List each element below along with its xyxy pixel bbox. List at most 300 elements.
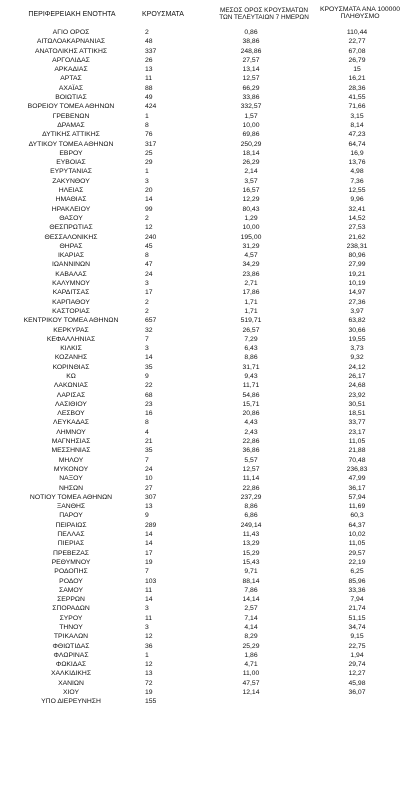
per-100000-value: 60,3 — [350, 512, 364, 520]
table-row — [6, 335, 409, 344]
avg-value: 1,86 — [244, 651, 258, 659]
table-row — [6, 418, 409, 427]
per-100000-value: 8,14 — [350, 121, 364, 129]
header-7day-average — [218, 7, 310, 21]
cases-value: 49 — [145, 94, 153, 102]
region-name: ΥΠΟ ΔΙΕΡΕΥΝΗΣΗ — [41, 698, 101, 706]
per-100000-value: 36,07 — [348, 689, 366, 697]
avg-value: 9,43 — [244, 372, 258, 380]
per-100000-value: 23,92 — [348, 391, 366, 399]
per-100000-value: 14,97 — [348, 289, 366, 297]
per-100000-value: 51,15 — [348, 614, 366, 622]
per-100000-value: 10,19 — [348, 280, 366, 288]
cases-value: 337 — [145, 47, 157, 55]
avg-value: 26,29 — [242, 159, 260, 167]
per-100000-value: 36,17 — [348, 484, 366, 492]
region-name: ΠΑΡΟΥ — [59, 512, 83, 520]
region-name: ΝΗΣΩΝ — [58, 484, 83, 492]
table-row — [6, 195, 409, 204]
table-row — [6, 372, 409, 381]
avg-value: 25,29 — [242, 642, 260, 650]
cases-value: 3 — [145, 177, 149, 185]
table-row — [6, 446, 409, 455]
region-name: ΚΕΡΚΥΡΑΣ — [53, 326, 89, 334]
table-row — [6, 177, 409, 186]
table-row — [6, 223, 409, 232]
per-100000-value: 7,36 — [350, 177, 364, 185]
region-name: ΕΥΒΟΙΑΣ — [56, 159, 86, 167]
avg-value: 6,43 — [244, 345, 258, 353]
table-row — [6, 158, 409, 167]
per-100000-value: 29,57 — [348, 549, 366, 557]
table-row — [6, 74, 409, 83]
avg-value: 248,86 — [240, 47, 262, 55]
region-name: ΛΑΣΙΘΙΟΥ — [55, 400, 87, 408]
table-row — [6, 437, 409, 446]
region-name: ΗΜΑΘΙΑΣ — [55, 196, 87, 204]
per-100000-value: 7,94 — [350, 596, 364, 604]
avg-value: 1,57 — [244, 112, 258, 120]
region-name: ΘΑΣΟΥ — [59, 214, 83, 222]
region-name: ΧΙΟΥ — [62, 689, 80, 697]
per-100000-value: 27,36 — [348, 298, 366, 306]
table-row — [6, 669, 409, 678]
table-row — [6, 363, 409, 372]
avg-value: 22,86 — [242, 438, 260, 446]
table-row — [6, 530, 409, 539]
region-name: ΝΟΤΙΟΥ ΤΟΜΕΑ ΑΘΗΝΩΝ — [29, 493, 113, 501]
table-row — [6, 391, 409, 400]
table-row — [6, 167, 409, 176]
region-name: ΜΥΚΟΝΟΥ — [53, 465, 89, 473]
region-name: ΚΑΒΑΛΑΣ — [55, 270, 87, 278]
header-per-100000 — [312, 6, 408, 20]
table-row — [6, 130, 409, 139]
per-100000-value: 9,96 — [350, 196, 364, 204]
cases-value: 14 — [145, 196, 153, 204]
cases-value: 13 — [145, 503, 153, 511]
avg-value: 38,86 — [242, 38, 260, 46]
region-name: ΓΡΕΒΕΝΩΝ — [52, 112, 90, 120]
avg-value: 20,86 — [242, 410, 260, 418]
cases-value: 424 — [145, 103, 157, 111]
avg-value: 15,43 — [242, 558, 260, 566]
per-100000-value: 16,21 — [348, 75, 366, 83]
table-row — [6, 353, 409, 362]
per-100000-value: 30,51 — [348, 400, 366, 408]
per-100000-value: 29,74 — [348, 661, 366, 669]
region-name: ΒΟΡΕΙΟΥ ΤΟΜΕΑ ΑΘΗΝΩΝ — [27, 103, 115, 111]
table-row — [6, 205, 409, 214]
cases-value: 3 — [145, 280, 149, 288]
region-name: ΜΕΣΣΗΝΙΑΣ — [51, 447, 91, 455]
region-name: ΜΗΛΟΥ — [58, 456, 84, 464]
avg-value: 3,57 — [244, 177, 258, 185]
cases-value: 13 — [145, 670, 153, 678]
cases-value: 2 — [145, 29, 149, 36]
cases-value: 14 — [145, 596, 153, 604]
table-row — [6, 326, 409, 335]
per-100000-value: 47,23 — [348, 131, 366, 139]
table-row — [6, 549, 409, 558]
table-body — [6, 28, 409, 707]
cases-value: 25 — [145, 149, 153, 157]
per-100000-value: 27,99 — [348, 261, 366, 269]
cases-value: 11 — [145, 75, 153, 83]
region-name: ΛΑΚΩΝΙΑΣ — [53, 382, 89, 390]
table-row — [6, 400, 409, 409]
cases-value: 24 — [145, 465, 153, 473]
avg-value: 8,86 — [244, 503, 258, 511]
table-row — [6, 279, 409, 288]
avg-value: 7,29 — [244, 335, 258, 343]
region-name: ΑΡΤΑΣ — [60, 75, 82, 83]
table-row — [6, 558, 409, 567]
per-100000-value: 21,88 — [348, 447, 366, 455]
cases-value: 36 — [145, 642, 153, 650]
table-row — [6, 65, 409, 74]
region-name: ΔΡΑΜΑΣ — [57, 121, 85, 129]
per-100000-value: 13,76 — [348, 159, 366, 167]
region-name: ΠΙΕΡΙΑΣ — [57, 540, 85, 548]
region-name: ΔΥΤΙΚΗΣ ΑΤΤΙΚΗΣ — [42, 131, 100, 139]
region-name: ΔΥΤΙΚΟΥ ΤΟΜΕΑ ΑΘΗΝΩΝ — [28, 140, 114, 148]
avg-value: 4,43 — [244, 419, 258, 427]
cases-value: 68 — [145, 391, 153, 399]
cases-value: 2 — [145, 214, 149, 222]
cases-value: 8 — [145, 121, 149, 129]
region-name: ΜΑΓΝΗΣΙΑΣ — [51, 438, 91, 446]
per-100000-value: 32,41 — [348, 205, 366, 213]
avg-value: 14,14 — [242, 596, 260, 604]
table-row — [6, 642, 409, 651]
table-row — [6, 688, 409, 697]
table-row — [6, 567, 409, 576]
region-name: ΧΑΛΚΙΔΙΚΗΣ — [50, 670, 92, 678]
per-100000-value: 12,27 — [348, 670, 366, 678]
table-row — [6, 409, 409, 418]
avg-value: 4,14 — [244, 624, 258, 631]
per-100000-value: 9,15 — [350, 633, 364, 641]
per-100000-value: 63,82 — [348, 317, 366, 325]
per-100000-value: 33,36 — [348, 586, 366, 594]
per-100000-value: 28,36 — [348, 84, 366, 92]
per-100000-value: 110,44 — [346, 29, 368, 36]
table-row — [6, 149, 409, 158]
region-name: ΠΕΛΛΑΣ — [57, 531, 85, 539]
cases-value: 3 — [145, 605, 149, 613]
table-row — [6, 298, 409, 307]
per-100000-value: 22,75 — [348, 642, 366, 650]
per-100000-value: 24,68 — [348, 382, 366, 390]
table-row — [6, 233, 409, 242]
cases-value: 155 — [145, 698, 157, 706]
region-name: ΑΙΤΩΛΟΑΚΑΡΝΑΝΙΑΣ — [36, 38, 106, 46]
avg-value: 31,71 — [242, 363, 260, 371]
region-name: ΧΑΝΙΩΝ — [58, 679, 84, 687]
cases-value: 1 — [145, 168, 149, 176]
cases-value: 8 — [145, 252, 149, 260]
region-name: ΤΗΝΟΥ — [59, 624, 83, 631]
avg-value: 1,71 — [244, 298, 258, 306]
per-100000-value: 71,66 — [348, 103, 366, 111]
cases-value: 13 — [145, 66, 153, 74]
table-row — [6, 493, 409, 502]
per-100000-value: 9,32 — [350, 354, 364, 362]
per-100000-value: 18,51 — [348, 410, 366, 418]
table-row — [6, 56, 409, 65]
region-name: ΒΟΙΩΤΙΑΣ — [55, 94, 87, 102]
per-100000-value: 236,83 — [346, 465, 368, 473]
per-100000-value: 11,05 — [348, 438, 366, 446]
avg-value: 69,86 — [242, 131, 260, 139]
cases-value: 17 — [145, 549, 153, 557]
region-name: ΖΑΚΥΝΘΟΥ — [52, 177, 90, 185]
region-name: ΡΕΘΥΜΝΟΥ — [51, 558, 91, 566]
region-name: ΣΕΡΡΩΝ — [57, 596, 85, 604]
per-100000-value: 16,9 — [350, 149, 364, 157]
avg-value: 18,14 — [242, 149, 260, 157]
cases-value: 32 — [145, 326, 153, 334]
cases-value: 2 — [145, 298, 149, 306]
avg-value: 0,86 — [244, 29, 258, 36]
cases-value: 35 — [145, 447, 153, 455]
avg-value: 17,86 — [242, 289, 260, 297]
avg-value: 12,29 — [242, 196, 260, 204]
avg-value: 5,57 — [244, 456, 258, 464]
region-name: ΠΡΕΒΕΖΑΣ — [53, 549, 89, 557]
region-name: ΘΕΣΠΡΩΤΙΑΣ — [49, 224, 93, 232]
avg-value: 250,29 — [240, 140, 262, 148]
per-100000-value: 80,96 — [348, 252, 366, 260]
avg-value: 519,71 — [240, 317, 262, 325]
avg-value: 6,86 — [244, 512, 258, 520]
table-row — [6, 577, 409, 586]
table-row — [6, 316, 409, 325]
table-header — [6, 4, 409, 28]
region-name: ΝΑΞΟΥ — [59, 475, 83, 483]
avg-value: 2,57 — [244, 605, 258, 613]
region-name: ΚΕΦΑΛΛΗΝΙΑΣ — [46, 335, 96, 343]
header-avg-line2: ΤΩΝ ΤΕΛΕΥΤΑΙΩΝ 7 ΗΜΕΡΩΝ — [219, 14, 309, 21]
table-row — [6, 381, 409, 390]
cases-value: 17 — [145, 289, 153, 297]
avg-value: 88,14 — [242, 577, 260, 585]
table-row — [6, 102, 409, 111]
avg-value: 12,57 — [242, 75, 260, 83]
avg-value: 237,29 — [240, 493, 262, 501]
avg-value: 11,14 — [242, 475, 260, 483]
header-per-line1: ΚΡΟΥΣΜΑΤΑ ΑΝΑ 100000 — [319, 6, 401, 13]
avg-value: 4,57 — [244, 252, 258, 260]
region-name: ΙΩΑΝΝΙΝΩΝ — [51, 261, 91, 269]
region-name: ΞΑΝΘΗΣ — [56, 503, 86, 511]
cases-value: 88 — [145, 84, 153, 92]
per-100000-value: 34,74 — [348, 624, 366, 631]
per-100000-value: 3,15 — [350, 112, 364, 120]
cases-value: 24 — [145, 270, 153, 278]
table-row — [6, 586, 409, 595]
avg-value: 47,57 — [242, 679, 260, 687]
per-100000-value: 27,53 — [348, 224, 366, 232]
header-per-line2: ΠΛΗΘΥΣΜΟ — [340, 13, 380, 20]
per-100000-value: 14,52 — [348, 214, 366, 222]
cases-value: 35 — [145, 363, 153, 371]
cases-value: 317 — [145, 140, 157, 148]
region-name: ΕΒΡΟΥ — [59, 149, 83, 157]
region-name: ΡΟΔΟΠΗΣ — [54, 568, 88, 576]
header-avg-line1: ΜΕΣΟΣ ΟΡΟΣ ΚΡΟΥΣΜΑΤΩΝ — [220, 7, 308, 14]
avg-value: 23,86 — [242, 270, 260, 278]
avg-value: 9,71 — [244, 568, 258, 576]
avg-value: 15,71 — [242, 400, 260, 408]
cases-value: 7 — [145, 456, 149, 464]
region-name: ΚΩ — [66, 372, 76, 380]
region-name: ΛΕΣΒΟΥ — [57, 410, 85, 418]
per-100000-value: 10,02 — [348, 531, 366, 539]
per-100000-value: 45,98 — [348, 679, 366, 687]
avg-value: 27,57 — [242, 56, 260, 64]
per-100000-value: 85,96 — [348, 577, 366, 585]
avg-value: 8,29 — [244, 633, 258, 641]
cases-value: 3 — [145, 624, 149, 631]
table-row — [6, 511, 409, 520]
cases-value: 48 — [145, 38, 153, 46]
table-row — [6, 474, 409, 483]
per-100000-value: 1,94 — [350, 651, 364, 659]
per-100000-value: 19,55 — [348, 335, 366, 343]
cases-value: 11 — [145, 586, 153, 594]
table-row — [6, 679, 409, 688]
table-row — [6, 307, 409, 316]
avg-value: 31,29 — [242, 242, 260, 250]
region-name: ΦΘΙΩΤΙΔΑΣ — [52, 642, 90, 650]
cases-value: 12 — [145, 633, 153, 641]
region-name: ΤΡΙΚΑΛΩΝ — [53, 633, 89, 641]
table-row — [6, 660, 409, 669]
cases-value: 289 — [145, 521, 157, 529]
per-100000-value: 11,05 — [348, 540, 366, 548]
header-region: ΠΕΡΙΦΕΡΕΙΑΚΗ ΕΝΟΤΗΤΑ — [28, 11, 116, 18]
avg-value: 332,57 — [240, 103, 262, 111]
cases-value: 9 — [145, 512, 149, 520]
cases-value: 240 — [145, 233, 157, 241]
table-row — [6, 288, 409, 297]
per-100000-value: 64,37 — [348, 521, 366, 529]
avg-value: 249,14 — [240, 521, 262, 529]
per-100000-value: 22,19 — [348, 558, 366, 566]
per-100000-value: 33,77 — [348, 419, 366, 427]
table-row — [6, 465, 409, 474]
table-row — [6, 521, 409, 530]
region-name: ΘΗΡΑΣ — [59, 242, 83, 250]
region-name: ΦΛΩΡΙΝΑΣ — [53, 651, 89, 659]
per-100000-value: 4,98 — [350, 168, 364, 176]
table-row — [6, 186, 409, 195]
avg-value: 7,14 — [244, 614, 258, 622]
cases-value: 8 — [145, 419, 149, 427]
avg-value: 12,57 — [242, 465, 260, 473]
table-row — [6, 614, 409, 623]
table-row — [6, 84, 409, 93]
avg-value: 36,86 — [242, 447, 260, 455]
region-name: ΚΟΡΙΝΘΙΑΣ — [52, 363, 90, 371]
avg-value: 54,86 — [242, 391, 260, 399]
region-name: ΡΟΔΟΥ — [59, 577, 83, 585]
region-name: ΗΛΕΙΑΣ — [58, 187, 84, 195]
per-100000-value: 67,08 — [348, 47, 366, 55]
table-row — [6, 140, 409, 149]
avg-value: 80,43 — [242, 205, 260, 213]
cases-value: 9 — [145, 372, 149, 380]
table-row — [6, 214, 409, 223]
avg-value: 10,00 — [242, 121, 260, 129]
table-row — [6, 93, 409, 102]
avg-value: 66,29 — [242, 84, 260, 92]
region-name: ΛΕΥΚΑΔΑΣ — [53, 419, 89, 427]
table-row — [6, 539, 409, 548]
cases-value: 29 — [145, 159, 153, 167]
cases-value: 14 — [145, 354, 153, 362]
region-name: ΠΕΙΡΑΙΩΣ — [55, 521, 87, 529]
region-name: ΣΥΡΟΥ — [59, 614, 83, 622]
region-name: ΑΡΓΟΛΙΔΑΣ — [52, 56, 90, 64]
avg-value: 7,86 — [244, 586, 258, 594]
table-row — [6, 595, 409, 604]
table-row — [6, 344, 409, 353]
avg-value: 16,57 — [242, 187, 260, 195]
cases-value: 12 — [145, 224, 153, 232]
region-name: ΑΓΙΟ ΟΡΟΣ — [52, 29, 90, 36]
avg-value: 33,86 — [242, 94, 260, 102]
table-row — [6, 484, 409, 493]
cases-value: 14 — [145, 540, 153, 548]
per-100000-value: 41,55 — [348, 94, 366, 102]
cases-value: 26 — [145, 56, 153, 64]
region-name: ΚΑΡΠΑΘΟΥ — [52, 298, 90, 306]
per-100000-value: 70,48 — [348, 456, 366, 464]
per-100000-value: 3,97 — [350, 307, 364, 315]
cases-value: 47 — [145, 261, 153, 269]
cases-value: 7 — [145, 568, 149, 576]
table-row — [6, 47, 409, 56]
table-row — [6, 260, 409, 269]
avg-value: 2,43 — [244, 428, 258, 436]
region-name: ΣΠΟΡΑΔΩΝ — [52, 605, 90, 613]
avg-value: 1,29 — [244, 214, 258, 222]
cases-value: 21 — [145, 438, 153, 446]
region-name: ΦΩΚΙΔΑΣ — [55, 661, 87, 669]
region-name: ΚΑΣΤΟΡΙΑΣ — [52, 307, 90, 315]
cases-value: 20 — [145, 187, 153, 195]
cases-value: 19 — [145, 689, 153, 697]
per-100000-value: 19,21 — [348, 270, 366, 278]
cases-value: 99 — [145, 205, 153, 213]
table-row — [6, 697, 409, 706]
table-row — [6, 251, 409, 260]
avg-value: 1,71 — [244, 307, 258, 315]
cases-value: 19 — [145, 558, 153, 566]
region-name: ΚΑΛΥΜΝΟΥ — [52, 280, 90, 288]
per-100000-value: 57,94 — [348, 493, 366, 501]
per-100000-value: 47,99 — [348, 475, 366, 483]
avg-value: 8,86 — [244, 354, 258, 362]
cases-value: 657 — [145, 317, 157, 325]
table-row — [6, 604, 409, 613]
cases-value: 45 — [145, 242, 153, 250]
cases-value: 2 — [145, 307, 149, 315]
table-row — [6, 456, 409, 465]
